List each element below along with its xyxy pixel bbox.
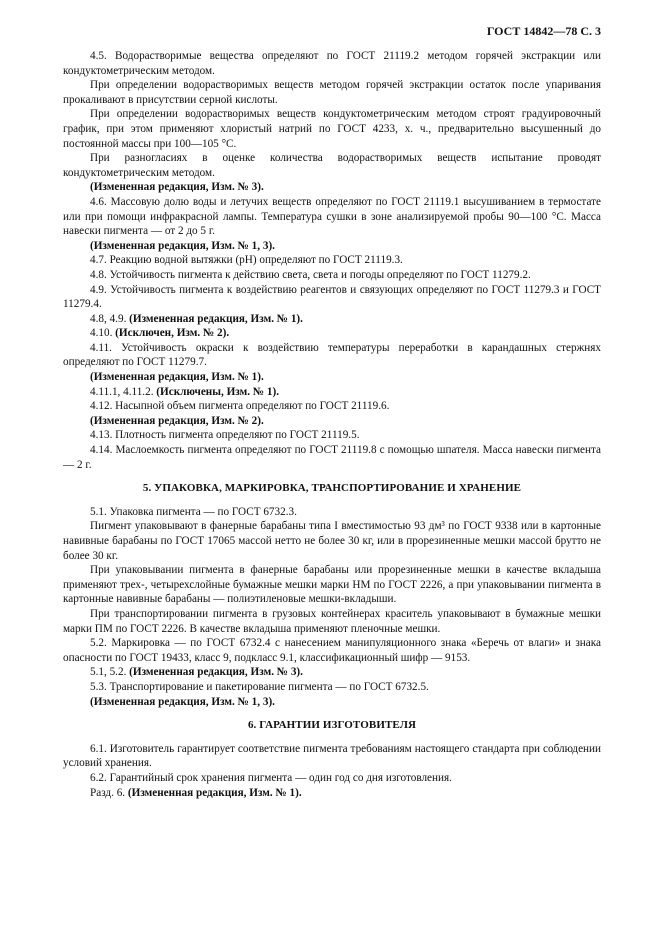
- amendment-line: [63, 312, 601, 327]
- paragraph: При транспортировании пигмента в грузовых контейнерах краситель упаковывают в бумажные мешки марки ПМ по ГОСТ 2226. В качестве вкладыша применяют пленочные мешки.: [63, 607, 601, 635]
- clause-ref: 4.10.: [90, 327, 116, 340]
- paragraph-4-6: 4.6. Массовую долю воды и летучих веществ определяют по ГОСТ 21119.1 высушиванием в термостате или при помощи инфракрасной лампы. Температура сушки в зоне анализируемой пробы 90—100 °С. Масса навески пигмента — от 2 до 5 г.: [63, 195, 601, 238]
- document-page: [63, 24, 601, 800]
- paragraph-4-9: 4.9. Устойчивость пигмента к воздействию реагентов и связующих определяют по ГОСТ 11279.3 и ГОСТ 11279.4.: [63, 283, 601, 311]
- paragraph-4-13: 4.13. Плотность пигмента определяют по ГОСТ 21119.5.: [90, 429, 360, 442]
- amendment-note: (Измененная редакция, Изм. № 1).: [127, 786, 302, 799]
- amendment-note: (Измененная редакция, Изм. № 3).: [129, 666, 303, 679]
- amendment-note: (Исключены, Изм. № 1).: [156, 385, 279, 398]
- amendment-note: (Исключен, Изм. № 2).: [115, 327, 230, 340]
- paragraph-4-8: 4.8. Устойчивость пигмента к действию света, света и погоды определяют по ГОСТ 11279.2.: [90, 268, 531, 281]
- page-header: ГОСТ 14842—78 С. 3: [486, 24, 601, 38]
- amendment-line: [63, 326, 601, 341]
- paragraph-4-14: 4.14. Маслоемкость пигмента определяют по ГОСТ 21119.8 с помощью шпателя. Масса навески пигмента — 2 г.: [63, 444, 601, 471]
- amendment-note: (Измененная редакция, Изм. № 3).: [90, 181, 264, 194]
- amendment-note: (Измененная редакция, Изм. № 2).: [90, 414, 264, 427]
- paragraph-5-3: 5.3. Транспортирование и пакетирование пигмента — по ГОСТ 6732.5.: [90, 680, 429, 693]
- paragraph: Пигмент упаковывают в фанерные барабаны типа I вместимостью 93 дм³ по ГОСТ 9338 или в картонные навивные барабаны по ГОСТ 17065 массой нетто не более 30 кг, или в прорезиненные мешки массой брутто не более 30 кг.: [63, 520, 601, 562]
- paragraph-4-12: 4.12. Насыпной объем пигмента определяют по ГОСТ 21119.6.: [90, 400, 390, 413]
- paragraph-6-1: 6.1. Изготовитель гарантирует соответствие пигмента требованиям настоящего стандарта при соблюдении условий хранения.: [63, 742, 601, 770]
- clause-ref: 4.8, 4.9.: [90, 312, 130, 325]
- amendment-line: [63, 786, 601, 801]
- section-heading-5: 5. УПАКОВКА, МАРКИРОВКА, ТРАНСПОРТИРОВАНИЕ И ХРАНЕНИЕ: [142, 482, 522, 495]
- clause-ref: Разд. 6.: [90, 786, 128, 799]
- amendment-line: [63, 665, 601, 680]
- paragraph-4-5: 4.5. Водорастворимые вещества определяют по ГОСТ 21119.2 методом горячей экстракции или кондуктометрическим методом.: [63, 50, 601, 77]
- paragraph-5-2: 5.2. Маркировка — по ГОСТ 6732.4 с нанесением манипуляционного знака «Беречь от влаги» и знака опасности по ГОСТ 19433, класс 9, подкласс 9.1, классификационный шифр — 9153.: [63, 637, 601, 664]
- amendment-note: (Измененная редакция, Изм. № 1, 3).: [90, 239, 275, 252]
- amendment-line: [63, 385, 601, 400]
- paragraph: При определении водорастворимых веществ методом горячей экстракции остаток после упаривания прокаливают в присутствии серной кислоты.: [63, 79, 601, 106]
- paragraph-4-7: 4.7. Реакцию водной вытяжки (рН) определяют по ГОСТ 21119.3.: [90, 254, 403, 267]
- paragraph-5-1: 5.1. Упаковка пигмента — по ГОСТ 6732.3.: [90, 505, 297, 518]
- paragraph: При определении водорастворимых веществ кондуктометрическим методом строят градуировочный график, при этом применяют хлористый натрий по ГОСТ 4233, х. ч., предварительно высушенный до постоянной массы при 100—105 °С.: [63, 108, 601, 150]
- amendment-note: (Измененная редакция, Изм. № 1, 3).: [90, 695, 275, 708]
- section-heading-6: 6. ГАРАНТИИ ИЗГОТОВИТЕЛЯ: [247, 719, 417, 732]
- paragraph: При разногласиях в оценке количества водорастворимых веществ испытание проводят кондуктометрическим методом.: [63, 152, 601, 179]
- paragraph-6-2: 6.2. Гарантийный срок хранения пигмента — один год со дня изготовления.: [90, 771, 452, 784]
- paragraph-4-11: 4.11. Устойчивость окраски к воздействию температуры переработки в карандашных стержнях определяют по ГОСТ 11279.7.: [63, 341, 601, 369]
- clause-ref: 4.11.1, 4.11.2.: [90, 385, 157, 398]
- amendment-note: (Измененная редакция, Изм. № 1).: [90, 371, 264, 384]
- paragraph: При упаковывании пигмента в фанерные барабаны или прорезиненные мешки в качестве вкладыша применяют трех-, четырехслойные бумажные мешки марки НМ по ГОСТ 2226, а при упаковывании пигмента в картонные навивные барабаны — полиэтиленовые мешки-вкладыши.: [63, 564, 601, 606]
- amendment-note: (Измененная редакция, Изм. № 1).: [129, 312, 303, 325]
- clause-ref: 5.1, 5.2.: [90, 666, 130, 679]
